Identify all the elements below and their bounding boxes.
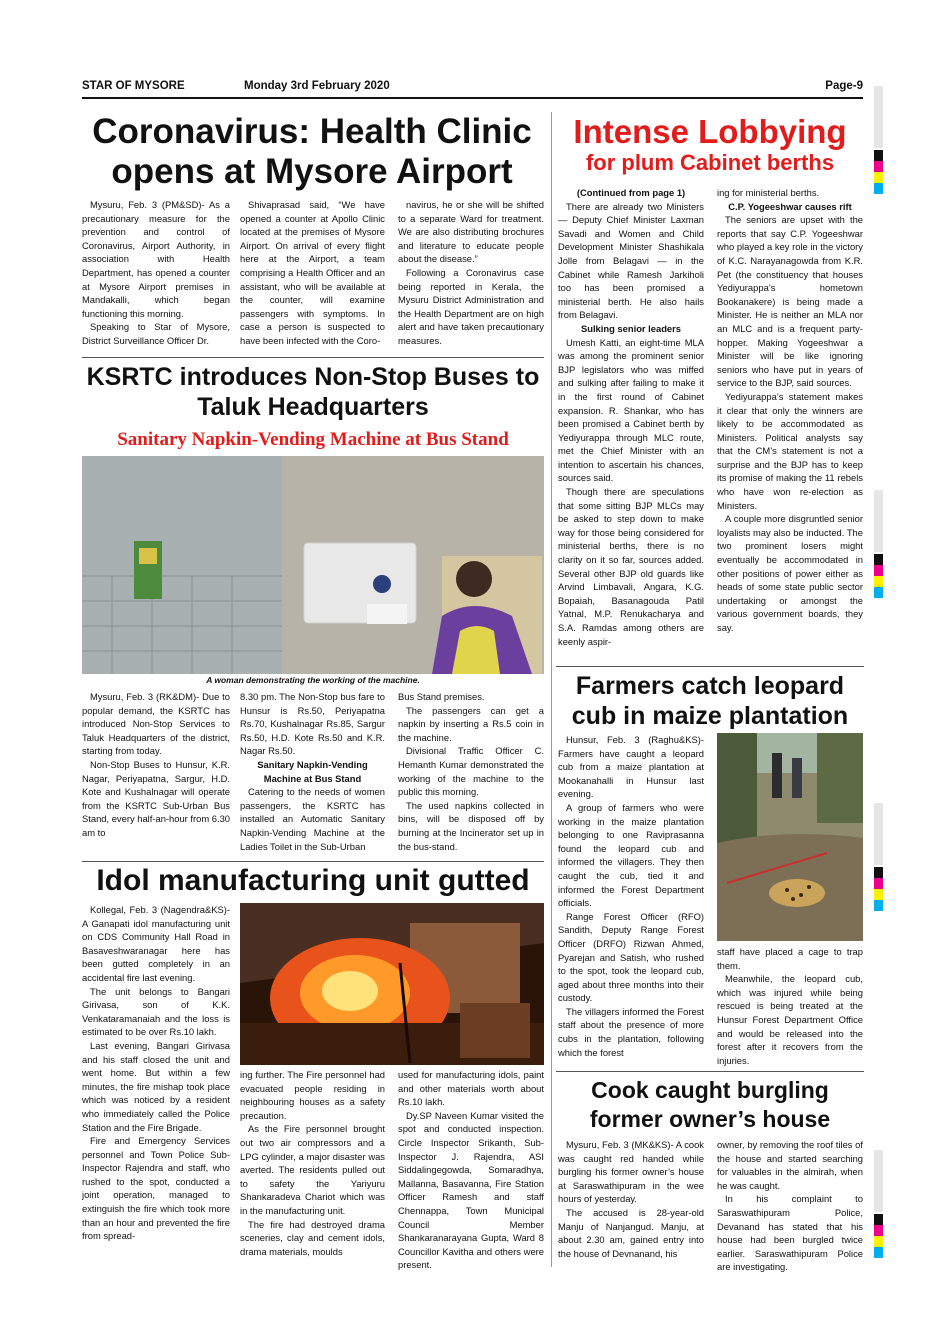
lobbying-subheadline: for plum Cabinet berths (585, 150, 835, 175)
subhead-sulking: Sulking senior leaders (580, 322, 682, 334)
paragraph: Yediyurappa’s statement makes it clear that only the winners are likely to be accommodated as Ministers. Political analysts say that the CM’s statement is not a surprise and the BJP has to keep its promise of making the 11 rebels who have won re-election as Ministers. (717, 390, 863, 511)
paragraph: Mysuru, Feb. 3 (MK&KS)- A cook was caught red handed while burgling his former owner’s house at Saraswathipuram in the wee hours of yesterday. (558, 1139, 704, 1205)
lobbying-col-2 (717, 186, 863, 635)
cook-col-2 (717, 1138, 863, 1274)
page-number: Page-9 (825, 80, 863, 92)
paragraph: Last evening, Bangari Girivasa and his staff closed the unit and went home. But within a few minutes, the fire mishap took place which was noticed by a resident who immediately called the Police Station and the Fire Brigade. (82, 1039, 230, 1133)
ksrtc-subheadline: Sanitary Napkin-Vending Machine at Bus Stand (117, 429, 509, 450)
paragraph: Following a Coronavirus case being reported in Kerala, the Mysuru District Administration and the Health Department are on high alert and have taken precautionary measures. (398, 266, 544, 346)
leopard-cub-photo (717, 733, 863, 941)
idol-col-3 (398, 1068, 544, 1272)
print-margin-bar (874, 86, 883, 148)
masthead (82, 80, 863, 98)
paragraph: Speaking to Star of Mysore, District Surveillance Officer Dr. (82, 321, 230, 346)
color-registration-marks (874, 554, 883, 598)
paragraph: Range Forest Officer (RFO) Sandith, Deputy Range Forest Officer (DRFO) Rizwan Ahmed, Pyarejan and Satish, who rushed to the spot, took the leopard cub, aged about three months into their custody. (558, 910, 704, 1004)
paragraph: A couple more disgruntled senior loyalists may also be inducted. The two prominent losers might eventually be accommodated in other positions of power either as heads of some state public sector undertaking or amongst the various government boards, they say. (717, 513, 863, 633)
publication-name: STAR OF MYSORE (82, 80, 185, 92)
paragraph: A group of farmers who were working in the maize plantation belonging to one Raviprasanna found the leopard cub and informed the villagers. They then caught the cub, tied it and informed the Forest Department officials. (558, 801, 704, 909)
paragraph: Bus Stand premises. (398, 691, 485, 702)
paragraph: As the Fire personnel brought out two air compressors and a LPG cylinder, a major disaster was averted. The residents pulled out to safety the Yariyuru Shankaradeva Chariot which was in the manufacturing unit. (240, 1123, 385, 1216)
leopard-col-2 (717, 945, 863, 1067)
idol-headline: Idol manufacturing unit gutted (96, 864, 530, 897)
paragraph: Though there are speculations that some sitting BJP MLCs may be asked to step down to make way for those being considered for ministerial berths, there is no clarity on it so far, sources added. Several other BJP old guards like Arvind Limbavali, Angara, K.G. Bopaiah, Basanagouda Patil Yatnal, M.P. Renukacharya and S.A. Ramdas among others are keenly aspir- (558, 486, 704, 647)
paragraph: In his complaint to Saraswathipuram Police, Devanand has stated that his house had been burgled twice earlier. Saraswathipuram Police are investigating. (717, 1193, 863, 1273)
corona-col-1 (82, 198, 230, 348)
ksrtc-col-2 (240, 690, 385, 853)
paragraph: ing for ministerial berths. (717, 187, 820, 198)
paragraph: The unit belongs to Bangari Girivasa, son of K.K. Venkataramanaiah and the loss is estimated to be over Rs.10 lakh. (82, 985, 230, 1038)
paragraph: The fire had destroyed drama sceneries, clay and cement idols, drama materials, moulds (240, 1218, 385, 1257)
paragraph: The seniors are upset with the reports that say C.P. Yogeeshwar who played a key role in the victory of K.C. Narayanagowda from K.R. Pet (the constituency that houses Yediyurappa’s hometown Bookanakere) is being made a Minister. He is neither an MLA nor an MLC and is a frequent party-hopper. Making Yogeeshwar a Minister will be like ignoring seniors who have put in years of service to the BJP, said sources. (717, 214, 863, 389)
color-registration-marks (874, 867, 883, 911)
paragraph: Divisional Traffic Officer C. Hemanth Kumar demonstrated the working of the machine to the public this morning. (398, 745, 544, 798)
paragraph: Umesh Katti, an eight-time MLA was among the prominent senior BJP legislators who was miffed and sulking after failing to make it in the first round of Cabinet expansion. R. Shankar, who has been promised a Cabinet berth by Yediyurappa through MLC route, met the Chief Minister with an intention to ascertain his chances, sources said. (558, 336, 704, 484)
color-registration-marks (874, 1214, 883, 1258)
corona-headline: Coronavirus: Health Clinic opens at Mysore Airport (92, 112, 532, 191)
paragraph: The used napkins collected in bins, will be disposed off by burning at the Incinerator set up in the bus-stand. (398, 799, 544, 852)
paragraph: Meanwhile, the leopard cub, which was injured while being rescued is being treated at the Hunsur Forest Department Office and would be released into the forest after it recovers from the injuries. (717, 973, 863, 1066)
paragraph: Fire and Emergency Services personnel and Town Police Sub-Inspector Rajendra and staff, who rushed to the spot, conducted a joint operation, managed to extinguish the fire which took more than an hour and prevented the fire from spread- (82, 1135, 230, 1242)
corona-col-2 (240, 198, 385, 348)
paragraph: ing further. The Fire personnel had evacuated people residing in neighbouring houses as a safety precaution. (240, 1069, 385, 1121)
paragraph: Mysuru, Feb. 3 (RK&DM)- Due to popular demand, the KSRTC has introduced Non-Stop Services to Taluk Headquarters of the district, starting from today. (82, 691, 230, 757)
paragraph: The passengers can get a napkin by inserting a Rs.5 coin in the machine. (398, 704, 544, 743)
column-divider (551, 112, 552, 1267)
corona-col-3 (398, 198, 544, 348)
paragraph: There are already two Ministers — Deputy Chief Minister Laxman Savadi and Women and Child Development Minister Shashikala Jolle from Belagavi — in the Cabinet while Ramesh Jarkiholi too has been promised a ministerial berth. He also hails from Belagavi. (558, 200, 704, 321)
lobbying-col-1 (558, 186, 704, 648)
ksrtc-headline: KSRTC introduces Non-Stop Buses to Taluk Headquarters (86, 363, 540, 421)
continued-note: (Continued from page 1) (576, 187, 686, 198)
vending-machine-photo (82, 456, 544, 674)
paragraph: The accused is 28-year-old Manju of Nanjangud. Manju, at about 2.30 am, gained entry into the house of Devnanand, his (558, 1206, 704, 1259)
paragraph: Shivaprasad said, “We have opened a counter at Apollo Clinic located at the premises of Mysore Airport. On arrival of every flight here at the Airport, a team comprising a Health Officer and an assistant, who will be available at the counter, will examine passengers with symptoms. In case a person is suspected to have been infected with the Coro- (240, 199, 385, 346)
idol-col-1 (82, 903, 230, 1243)
paragraph: Non-Stop Buses to Hunsur, K.R. Nagar, Periyapatna, Sargur, H.D. Kote and Kushalnagar will operate from the KSRTC Sub-Urban Bus Stand, every half-an-hour from 6.30 am to (82, 758, 230, 838)
paragraph: owner, by removing the roof tiles of the house and started searching for valuables in the almirah, when he was caught. (717, 1139, 863, 1191)
fire-photo (240, 903, 544, 1065)
masthead-rule (82, 97, 863, 99)
paragraph: Dy.SP Naveen Kumar visited the spot and conducted inspection. Circle Inspector Srikanth, Sub-Inspector J. Rajendra, ASI Siddalingegowda, Somaradhya, Mallanna, Basavanna, Fire Station Officer Ramesh and staff Chennappa, Town Municipal Council Member Shankaranarayana Gupta, Ward 8 Councillor Kavitha and others were present. (398, 1109, 544, 1271)
section-divider (82, 861, 544, 862)
subhead-vending: Sanitary Napkin-Vending Machine at Bus Stand (257, 758, 368, 784)
section-divider (556, 1071, 864, 1072)
ksrtc-col-1 (82, 690, 230, 840)
paragraph: Catering to the needs of women passengers, the KSRTC has installed an Automatic Sanitary Napkin-Vending Machine at the Ladies Toilet in the Sub-Urban (240, 786, 385, 852)
cook-col-1 (558, 1138, 704, 1260)
leopard-col-1 (558, 733, 704, 1059)
leopard-headline: Farmers catch leopard cub in maize plantation (571, 672, 849, 730)
ksrtc-col-3 (398, 690, 544, 853)
photo-caption: A woman demonstrating the working of the machine. (206, 675, 420, 685)
cook-headline: Cook caught burgling former owner’s house (589, 1077, 831, 1132)
issue-date: Monday 3rd February 2020 (244, 80, 390, 92)
section-divider (556, 666, 864, 667)
paragraph: Kollegal, Feb. 3 (Nagendra&KS)- A Ganapati idol manufacturing unit on CDS Community Hall Road in Basaveshwaranagar here has been gutted completely in an accidental fire last evening. (82, 904, 230, 983)
paragraph: Hunsur, Feb. 3 (Raghu&KS)- Farmers have caught a leopard cub from a maize plantation at Mookanahalli in Hunsur last evening. (558, 734, 704, 800)
section-divider (82, 357, 544, 358)
paragraph: staff have placed a cage to trap them. (717, 946, 863, 971)
paragraph: 8.30 pm. The Non-Stop bus fare to Hunsur is Rs.50, Periyapatna Rs.70, Kushalnagar Rs.85, Sargur Rs.50, H.D. Kote Rs.50 and K.R. Nagar Rs.50. (240, 691, 385, 757)
color-registration-marks (874, 150, 883, 194)
lobbying-headline: Intense Lobbying (573, 113, 847, 150)
paragraph: Mysuru, Feb. 3 (PM&SD)- As a precautionary measure for the prevention and control of Coronavirus, Airport Authority, in association with Health Department, has opened a counter at Mysore Airport premises in Mandakalli, which began functioning this morning. (82, 199, 230, 319)
print-margin-bar (874, 803, 883, 865)
print-margin-bar (874, 490, 883, 552)
print-margin-bar (874, 1150, 883, 1212)
paragraph: The villagers informed the Forest staff about the presence of more cubs in the plantation, following which the forest (558, 1005, 704, 1058)
idol-col-2 (240, 1068, 385, 1258)
paragraph: navirus, he or she will be shifted to a separate Ward for treatment. We are also distributing brochures and literature to educate people about the disease.” (398, 199, 544, 265)
subhead-yogeeshwar: C.P. Yogeeshwar causes rift (728, 200, 852, 212)
paragraph: used for manufacturing idols, paint and other materials worth about Rs.10 lakh. (398, 1069, 544, 1108)
